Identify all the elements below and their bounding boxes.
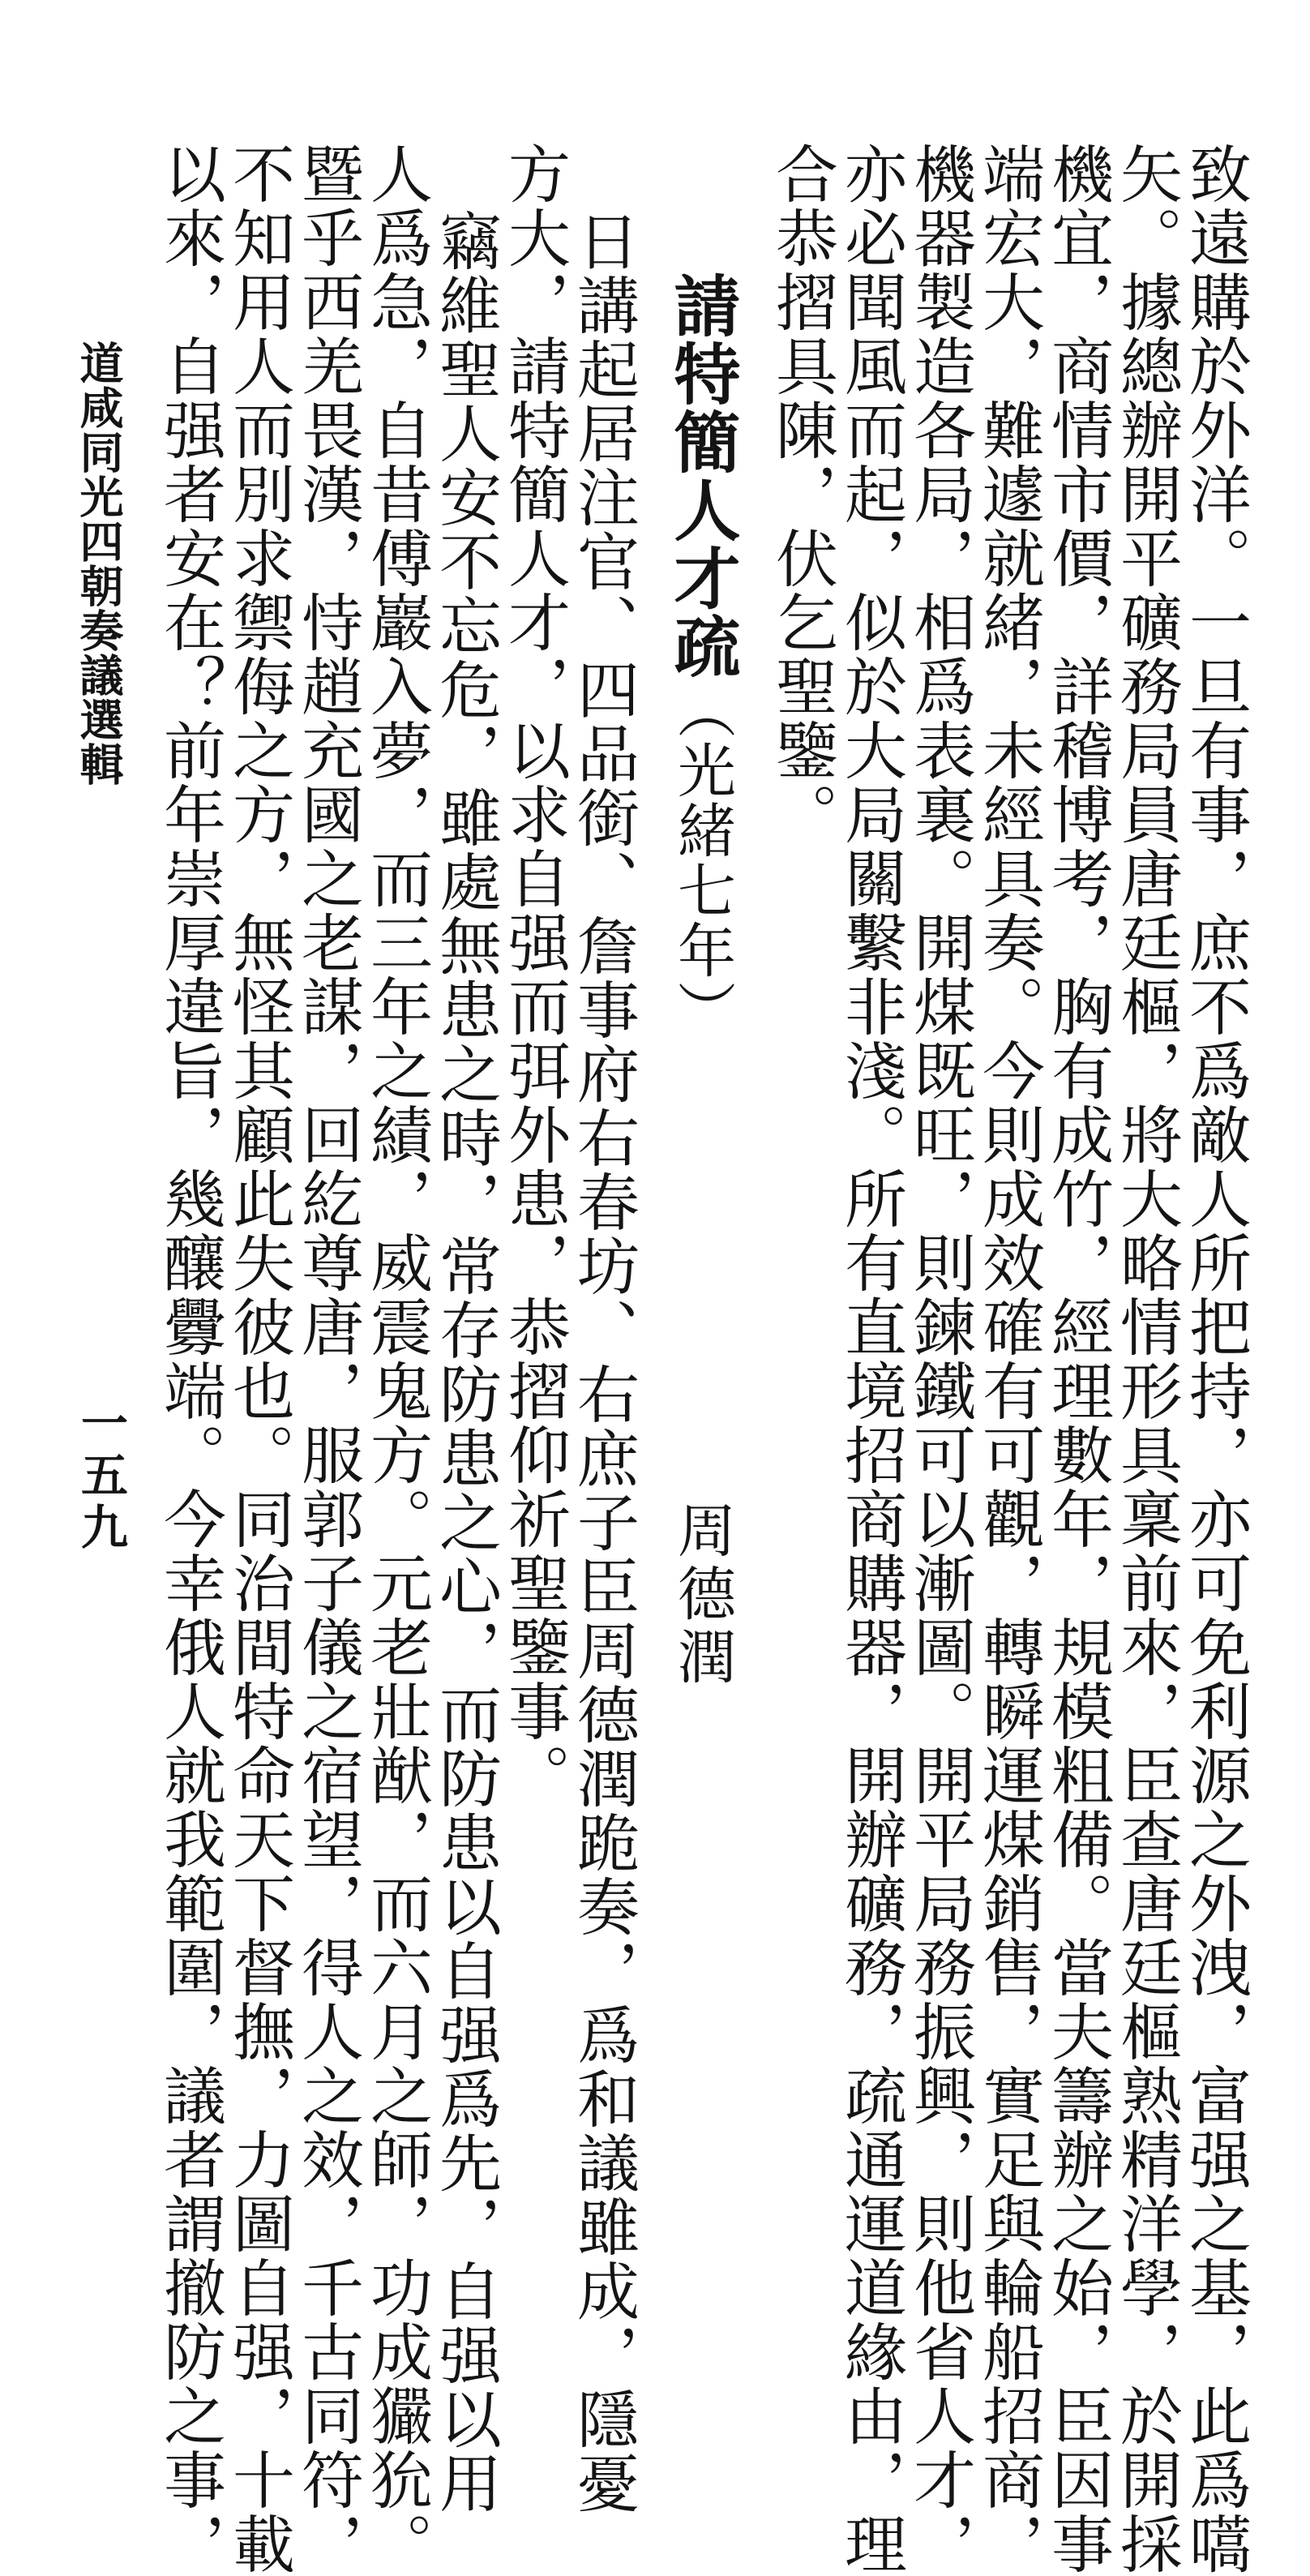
text-column: 亦必聞風而起，似於大局關繫非淺。所有直境招商購器，開辦礦務，疏通運道緣由，理 [834, 142, 906, 2576]
memorial-title [663, 272, 741, 1040]
memorial-title-text: 請特簡人才疏 [663, 272, 741, 680]
text-column: 合恭摺具陳，伏乞聖鑒。 [765, 142, 837, 847]
text-column: 不知用人而別求禦侮之方，無怪其顧此失彼也。同治間特命天下督撫，力圖自强，十載 [222, 142, 294, 2576]
memorial-author: 周德潤 [668, 1500, 736, 1690]
text-column: 方大，請特簡人才，以求自强而弭外患，恭摺仰祈聖鑒事。 [498, 142, 570, 1807]
text-column: 矢。據總辦開平礦務局員唐廷樞，將大略情形具稟前來，臣查唐廷樞熟精洋學，於開採 [1110, 142, 1182, 2576]
text-column: 機宜，商情市價，詳稽博考，胸有成竹，經理數年，規模粗備。當夫籌辦之始，臣因事 [1041, 142, 1113, 2576]
text-column: 竊維聖人安不忘危，雖處無患之時，常存防患之心，而防患以自强爲先，自强以用 [429, 209, 501, 2515]
text-column: 以來，自强者安在？前年崇厚違旨，幾釀釁端。今幸俄人就我範圍，議者謂撤防之事， [153, 142, 225, 2576]
text-column: 端宏大，難遽就緒，未經具奏。今則成效確有可觀，轉瞬運煤銷售，實足與輪船招商， [972, 142, 1044, 2576]
text-column: 機器製造各局，相爲表裏。開煤既旺，則鍊鐵可以漸圖。開平局務振興，則他省人才， [903, 142, 975, 2576]
running-footer: 道咸同光四朝奏議選輯 [73, 341, 125, 787]
text-column: 暨乎西羌畏漢，恃趙充國之老謀，回紇尊唐，服郭子儀之宿望，得人之效，千古同符， [291, 142, 363, 2576]
page-number: 一五九 [73, 1399, 128, 1554]
text-column: 日講起居注官、四品銜、詹事府右春坊、右庶子臣周德潤跪奏，爲和議雖成，隱憂 [567, 209, 639, 2515]
text-column: 致遠購於外洋。一旦有事，庶不爲敵人所把持，亦可免利源之外洩，富强之基，此爲嚆 [1179, 142, 1251, 2576]
text-column: 人爲急，自昔傅巖入夢，而三年之績，威震鬼方。元老壯猷，而六月之師，功成玁狁。 [360, 142, 432, 2576]
memorial-title-note: （光緒七年） [668, 680, 736, 1040]
